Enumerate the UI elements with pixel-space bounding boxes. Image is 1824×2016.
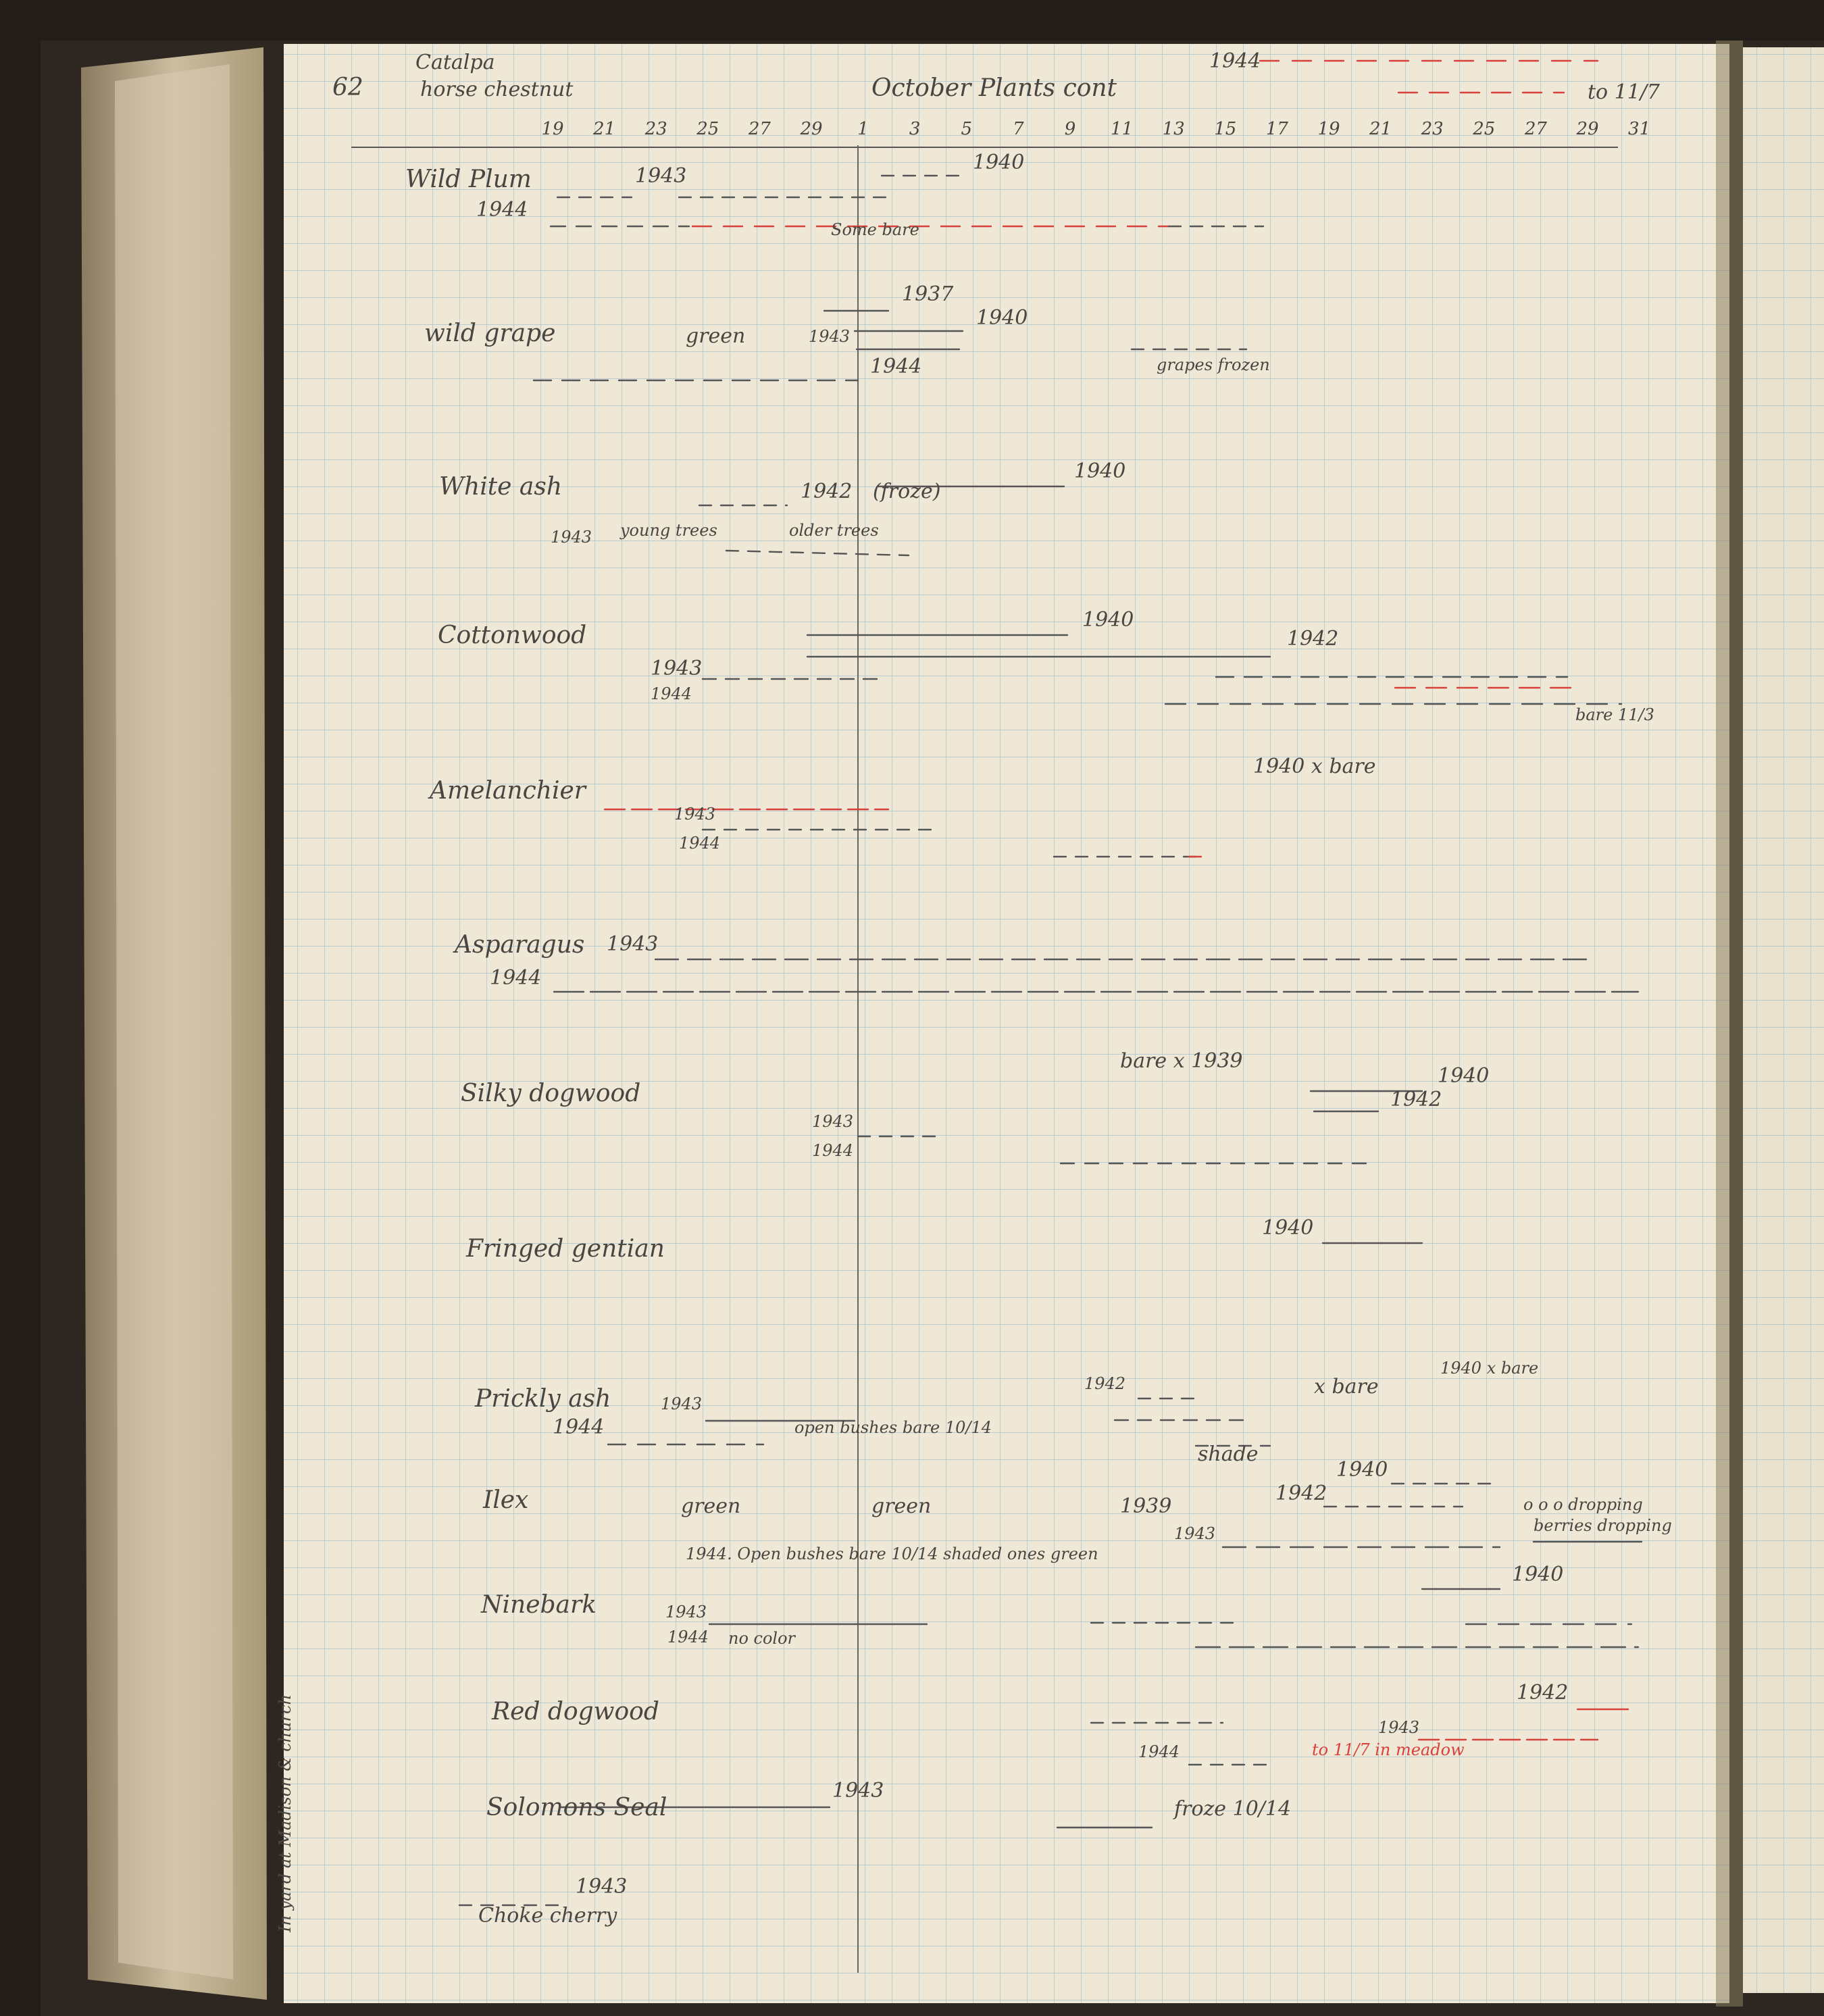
handwritten-note: young trees xyxy=(620,521,717,540)
handwritten-note: Some bare xyxy=(831,220,919,239)
handwritten-note: 1943 xyxy=(1378,1718,1420,1737)
day-tick: 23 xyxy=(644,119,667,139)
page-number: 62 xyxy=(332,74,363,101)
handwritten-note: 1942 xyxy=(1084,1374,1126,1393)
handwritten-note: Prickly ash xyxy=(475,1385,611,1413)
handwritten-note: 1943 xyxy=(607,932,659,956)
handwritten-note: 1943 xyxy=(635,164,687,188)
day-tick: 31 xyxy=(1628,119,1651,139)
handwritten-note: 1943 xyxy=(651,657,703,680)
handwritten-note: 1940 xyxy=(1082,608,1134,632)
handwritten-note: 1944 xyxy=(812,1141,854,1160)
handwritten-note: 1940 xyxy=(1074,459,1126,483)
handwritten-note: wild grape xyxy=(424,320,556,347)
day-tick: 5 xyxy=(961,119,973,139)
facing-page-grid xyxy=(1743,47,1824,1993)
handwritten-note: 1940 xyxy=(1262,1216,1314,1240)
day-tick: 21 xyxy=(593,119,616,139)
page-title: October Plants cont xyxy=(871,74,1117,102)
handwritten-note: 1940 x bare xyxy=(1440,1359,1539,1378)
handwritten-note: green xyxy=(681,1494,741,1518)
handwritten-note: Asparagus xyxy=(455,931,585,959)
handwritten-note: 1943 xyxy=(665,1603,707,1621)
handwritten-note: Choke cherry xyxy=(478,1904,617,1927)
handwritten-note: 1944 xyxy=(679,834,721,853)
handwritten-note: 1943 xyxy=(1174,1524,1216,1543)
handwritten-note: o o o dropping xyxy=(1523,1495,1643,1514)
header-right-note: to 11/7 xyxy=(1588,80,1661,104)
day-tick: 19 xyxy=(1317,119,1340,139)
handwritten-note: Cottonwood xyxy=(438,622,587,649)
handwritten-note: Solomons Seal xyxy=(486,1794,667,1821)
handwritten-note: green xyxy=(686,324,746,348)
handwritten-note: 1943 xyxy=(812,1112,854,1131)
day-tick: 13 xyxy=(1162,119,1185,139)
handwritten-note: 1937 xyxy=(902,282,954,306)
day-tick: 27 xyxy=(748,119,771,139)
handwritten-note: White ash xyxy=(439,473,563,501)
handwritten-note: 1943 xyxy=(832,1779,884,1803)
margin-note: In yard at Madison & church xyxy=(276,1694,295,1932)
handwritten-note: 1943 xyxy=(809,327,851,346)
handwritten-note: berries dropping xyxy=(1534,1516,1672,1535)
handwritten-note: older trees xyxy=(789,521,879,540)
red-note: to 11/7 in meadow xyxy=(1312,1740,1465,1759)
handwritten-note: Ilex xyxy=(483,1486,529,1514)
handwritten-note: 1944 xyxy=(476,198,528,222)
handwritten-note: (froze) xyxy=(873,480,941,503)
handwritten-note: 1942 xyxy=(1287,627,1339,651)
handwritten-note: 1940 xyxy=(1336,1458,1388,1482)
day-tick: 25 xyxy=(696,119,719,139)
handwritten-note: Wild Plum xyxy=(405,166,532,193)
handwritten-note: 1943 xyxy=(551,528,592,547)
handwritten-note: 1944. Open bushes bare 10/14 shaded ones green xyxy=(686,1544,1098,1563)
handwritten-note: 1942 xyxy=(1517,1681,1569,1705)
handwritten-note: 1940 x bare xyxy=(1253,755,1376,778)
day-tick: 21 xyxy=(1369,119,1392,139)
handwritten-note: 1944 xyxy=(870,355,922,378)
handwritten-note: 1943 xyxy=(576,1875,628,1898)
day-tick: 23 xyxy=(1421,119,1444,139)
handwritten-note: x bare xyxy=(1314,1375,1379,1398)
header-right-year: 1944 xyxy=(1209,49,1261,73)
day-tick: 17 xyxy=(1265,119,1288,139)
day-tick: 15 xyxy=(1214,119,1237,139)
handwritten-note: open bushes bare 10/14 xyxy=(794,1418,992,1437)
handwritten-note: 1944 xyxy=(1138,1742,1180,1761)
handwritten-note: bare x 1939 xyxy=(1120,1049,1243,1073)
handwritten-note: 1944 xyxy=(490,966,542,990)
day-tick: 11 xyxy=(1111,119,1134,139)
handwritten-note: 1939 xyxy=(1120,1494,1172,1518)
handwritten-note: green xyxy=(871,1494,932,1518)
handwritten-note: 1944 xyxy=(651,684,692,703)
handwritten-note: no color xyxy=(728,1629,796,1648)
handwritten-note: Fringed gentian xyxy=(466,1235,665,1263)
day-tick: 7 xyxy=(1013,119,1024,139)
handwritten-note: shade xyxy=(1198,1442,1259,1466)
handwritten-note: grapes frozen xyxy=(1157,355,1270,374)
handwritten-note: 1940 xyxy=(1512,1563,1564,1586)
handwritten-note: 1942 xyxy=(1390,1088,1442,1111)
handwritten-note: 1943 xyxy=(661,1394,703,1413)
page-edge-highlight xyxy=(115,64,233,1980)
handwritten-note: 1943 xyxy=(674,805,716,824)
gutter-shadow xyxy=(1716,41,1743,2007)
handwritten-note: 1942 xyxy=(1275,1482,1327,1505)
day-tick: 19 xyxy=(541,119,564,139)
day-tick: 29 xyxy=(1576,119,1599,139)
handwritten-note: 1940 xyxy=(1438,1064,1490,1088)
day-tick: 3 xyxy=(909,119,921,139)
handwritten-note: 1942 xyxy=(801,480,853,503)
handwritten-note: froze 10/14 xyxy=(1174,1797,1292,1821)
handwritten-note: Amelanchier xyxy=(430,777,586,805)
day-tick: 9 xyxy=(1064,119,1076,139)
handwritten-note: Ninebark xyxy=(481,1591,597,1619)
day-tick: 25 xyxy=(1473,119,1496,139)
handwritten-note: Silky dogwood xyxy=(461,1080,641,1107)
day-tick: 1 xyxy=(857,119,869,139)
day-tick: 29 xyxy=(800,119,823,139)
handwritten-note: bare 11/3 xyxy=(1575,705,1654,724)
header-left-line-1: Catalpa xyxy=(415,51,495,74)
day-tick: 27 xyxy=(1524,119,1547,139)
handwritten-note: Red dogwood xyxy=(492,1698,659,1725)
header-left-line-2: horse chestnut xyxy=(420,78,574,101)
handwritten-note: 1940 xyxy=(976,306,1028,330)
handwritten-note: 1940 xyxy=(973,151,1025,174)
handwritten-note: 1944 xyxy=(553,1415,605,1439)
handwritten-note: 1944 xyxy=(667,1628,709,1646)
